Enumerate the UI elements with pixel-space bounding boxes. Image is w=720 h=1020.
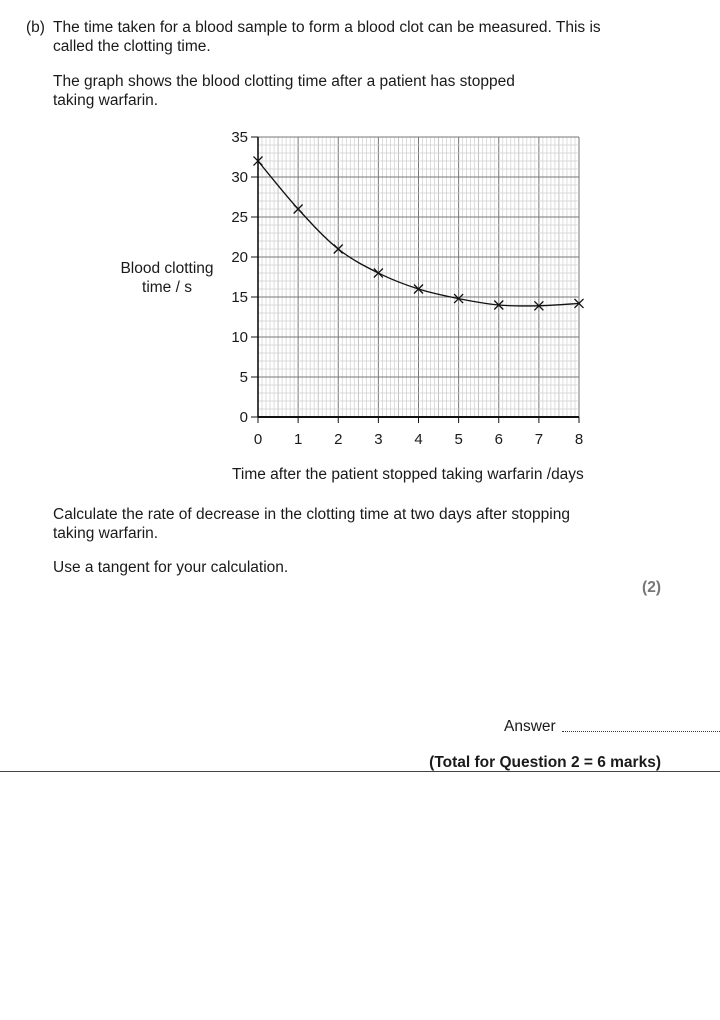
y-tick-label: 10 <box>231 329 248 346</box>
answer-row <box>504 717 720 736</box>
intro-line-1: The time taken for a blood sample to form a blood clot can be measured. This is <box>53 19 601 36</box>
intro-line-2: called the clotting time. <box>53 38 211 55</box>
divider-line <box>0 771 720 772</box>
answer-line[interactable] <box>562 731 720 732</box>
calc-line-2: taking warfarin. <box>53 525 159 542</box>
calc-line-1: Calculate the rate of decrease in the clotting time at two days after stopping <box>53 506 570 523</box>
x-tick-label: 2 <box>334 431 343 448</box>
y-axis-label-line-2: time / s <box>142 279 192 296</box>
part-label: (b) <box>26 19 45 36</box>
graph-intro-line-1: The graph shows the blood clotting time after a patient has stopped <box>53 73 515 90</box>
y-tick-label: 5 <box>239 369 248 386</box>
x-tick-label: 0 <box>253 431 263 448</box>
y-tick-label: 35 <box>231 129 248 146</box>
chart-grid <box>258 137 579 417</box>
y-axis-label-line-1: Blood clotting <box>120 260 214 277</box>
x-tick-label: 1 <box>293 431 303 448</box>
marks-label: (2) <box>642 579 661 596</box>
x-tick-label: 6 <box>494 431 503 448</box>
total-marks: (Total for Question 2 = 6 marks) <box>429 754 661 771</box>
y-tick-label: 20 <box>231 249 248 266</box>
tangent-instruction: Use a tangent for your calculation. <box>53 559 289 576</box>
x-tick-label: 4 <box>414 431 423 448</box>
y-tick-label: 15 <box>231 289 248 306</box>
x-tick-label: 8 <box>574 431 584 448</box>
y-tick-label: 30 <box>231 169 248 186</box>
calc-instruction <box>53 505 633 543</box>
answer-label: Answer <box>504 718 556 735</box>
x-tick-label: 7 <box>534 431 544 448</box>
x-axis-label: Time after the patient stopped taking warfarin /days <box>232 466 584 483</box>
y-tick-label: 25 <box>231 209 248 226</box>
y-tick-label: 0 <box>239 409 248 426</box>
graph-intro-line-2: taking warfarin. <box>53 92 159 109</box>
clotting-time-chart <box>0 0 720 460</box>
x-tick-label: 5 <box>454 431 463 448</box>
x-tick-label: 3 <box>374 431 383 448</box>
